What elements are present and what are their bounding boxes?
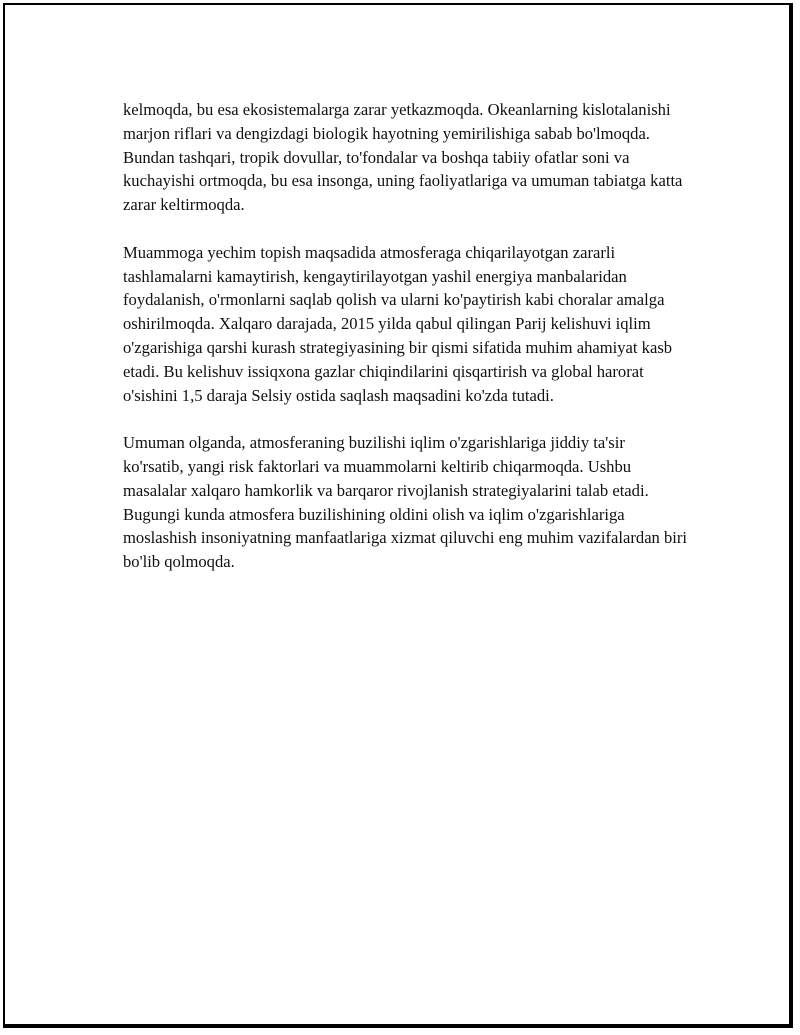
paragraph-3: Umuman olganda, atmosferaning buzilishi iqlim o'zgarishlariga jiddiy ta'sir ko'rsatib, yangi risk faktorlari va muammolarni keltirib chiqarmoqda. Ushbu masalalar xalqaro hamkorlik va barqaror rivojlanish strategiyalarini talab etadi. Bugungi kunda atmosfera buzilishining oldini olish va iqlim o'zgarishlariga moslashish insoniyatning manfaatlariga xizmat qiluvchi eng muhim vazifalardan biri bo'lib qolmoqda.	[123, 433, 688, 572]
paragraph-1: kelmoqda, bu esa ekosistemalarga zarar yetkazmoqda. Okeanlarning kislotalanishi marjon riflari va dengizdagi biologik hayotning yemirilishiga sabab bo'lmoqda. Bundan tashqari, tropik dovullar, to'fondalar va boshqa tabiiy ofatlar soni va kuchayishi ortmoqda, bu esa insonga, uning faoliyatlariga va umuman tabiatga katta zarar keltirmoqda.	[123, 100, 683, 215]
document-body	[123, 98, 688, 598]
paragraph-2: Muammoga yechim topish maqsadida atmosferaga chiqarilayotgan zararli tashlamalarni kamaytirish, kengaytirilayotgan yashil energiya manbalaridan foydalanish, o'rmonlarni saqlab qolish va ularni ko'paytirish kabi choralar amalga oshirilmoqda. Xalqaro darajada, 2015 yilda qabul qilingan Parij kelishuvi iqlim o'zgarishiga qarshi kurash strategiyasining bir qismi sifatida muhim ahamiyat kasb etadi. Bu kelishuv issiqxona gazlar chiqindilarini qisqartirish va global harorat o'sishini 1,5 daraja Selsiy ostida saqlash maqsadini ko'zda tutadi.	[123, 242, 673, 405]
page-frame	[3, 3, 793, 1028]
